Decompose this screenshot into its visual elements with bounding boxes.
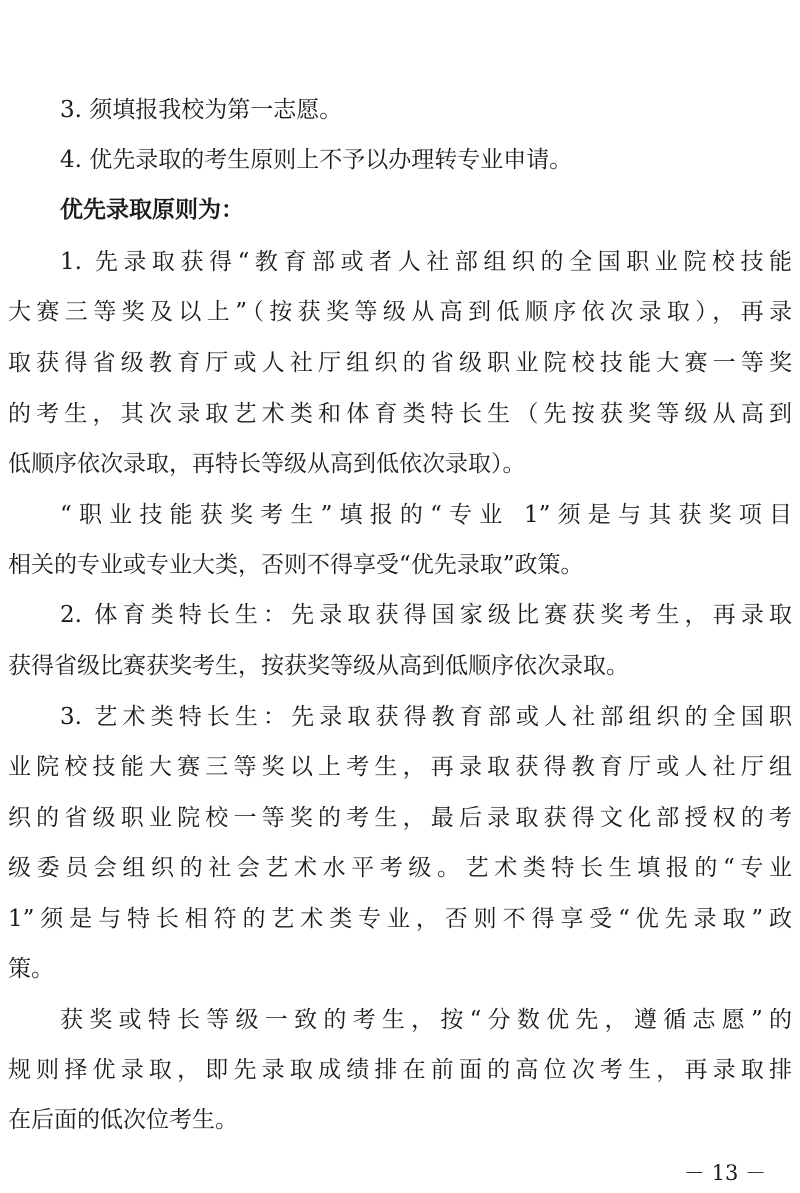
paragraph-line: 3. 艺术类特长生：先录取获得教育部或人社部组织的全国职	[60, 704, 792, 730]
section-heading: 优先录取原则为：	[60, 196, 244, 223]
rule-item-4: 4. 优先录取的考生原则上不予以办理转专业申请。	[60, 147, 573, 173]
paragraph-line: 获奖或特长等级一致的考生，按“分数优先，遵循志愿”的	[60, 1007, 792, 1033]
paragraph-line: “职业技能获奖考生”填报的“专业 1”须是与其获奖项目	[60, 502, 792, 528]
paragraph-line: 取获得省级教育厅或人社厅组织的省级职业院校技能大赛一等奖	[8, 350, 792, 376]
paragraph-line: 业院校技能大赛三等奖以上考生，再录取获得教育厅或人社厅组	[8, 754, 792, 780]
page-number: － 13 －	[684, 1161, 767, 1185]
paragraph-line: 2. 体育类特长生：先录取获得国家级比赛获奖考生，再录取	[60, 602, 792, 628]
paragraph-line: 1. 先录取获得“教育部或者人社部组织的全国职业院校技能	[60, 249, 792, 275]
paragraph-line: 1”须是与特长相符的艺术类专业，否则不得享受“优先录取”政	[8, 906, 792, 932]
paragraph-line: 级委员会组织的社会艺术水平考级。艺术类特长生填报的“专业	[8, 855, 792, 881]
paragraph-line: 的考生，其次录取艺术类和体育类特长生（先按获奖等级从高到	[8, 401, 792, 427]
paragraph-line: 获得省级比赛获奖考生，按获奖等级从高到低顺序依次录取。	[8, 653, 629, 679]
paragraph-line: 相关的专业或专业大类，否则不得享受“优先录取”政策。	[8, 552, 584, 578]
rule-item-3: 3. 须填报我校为第一志愿。	[60, 97, 343, 123]
paragraph-line: 策。	[8, 956, 54, 982]
paragraph-line: 在后面的低次位考生。	[8, 1107, 238, 1133]
paragraph-line: 织的省级职业院校一等奖的考生，最后录取获得文化部授权的考	[8, 805, 792, 831]
paragraph-line: 规则择优录取，即先录取成绩排在前面的高位次考生，再录取排	[8, 1057, 792, 1083]
paragraph-line: 大赛三等奖及以上”（按获奖等级从高到低顺序依次录取），再录	[8, 299, 792, 325]
paragraph-line: 低顺序依次录取，再特长等级从高到低依次录取）。	[8, 451, 526, 477]
